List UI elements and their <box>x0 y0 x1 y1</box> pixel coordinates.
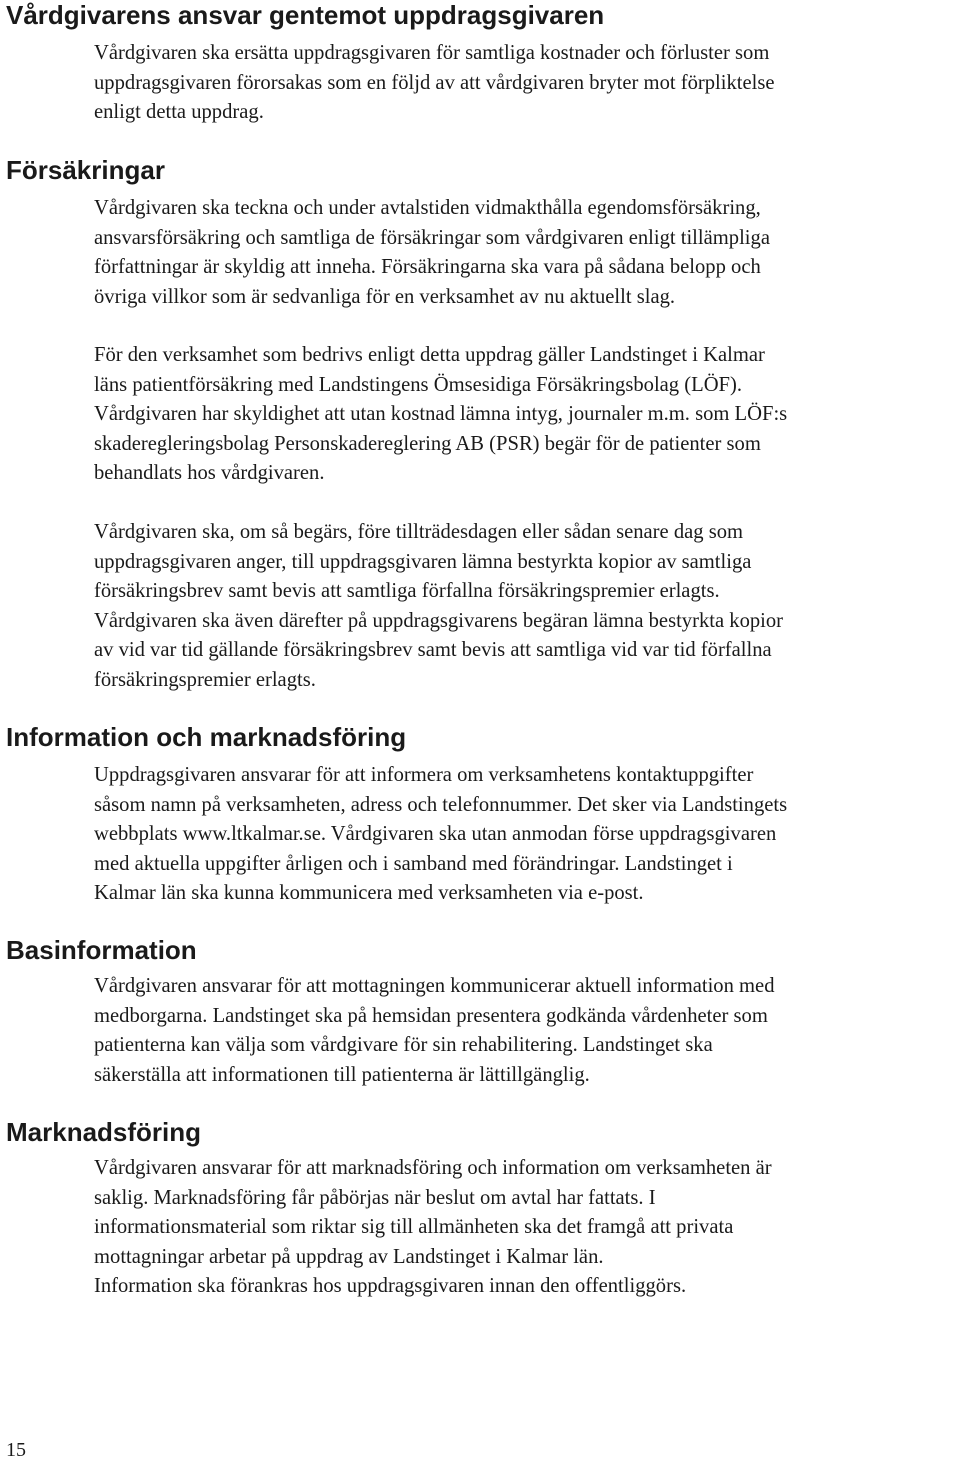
section-heading-basinformation: Basinformation <box>6 935 197 965</box>
text-line: skaderegleringsbolag Personskadereglering AB (PSR) begär för de patienter som <box>94 432 761 455</box>
text-line: webbplats www.ltkalmar.se. Vårdgivaren ska utan anmodan förse uppdragsgivaren <box>94 823 777 846</box>
text-line: För den verksamhet som bedrivs enligt detta uppdrag gäller Landstinget i Kalmar <box>94 344 765 366</box>
text-line: Vårdgivaren ska ersätta uppdragsgivaren för samtliga kostnader och förluster som <box>94 42 770 64</box>
paragraph-forsakringar-3 <box>94 518 954 696</box>
text-line: mottagningar arbetar på uppdrag av Landstinget i Kalmar län. <box>94 1245 604 1268</box>
text-line: försäkringspremier erlagts. <box>94 668 316 691</box>
text-line: Information ska förankras hos uppdragsgivaren innan den offentliggörs. <box>94 1275 687 1298</box>
paragraph-forsakringar-1 <box>94 194 954 312</box>
text-line: försäkringsbrev samt bevis att samtliga förfallna försäkringspremier erlagts. <box>94 580 720 603</box>
text-line: Uppdragsgivaren ansvarar för att informera om verksamhetens kontaktuppgifter <box>94 764 754 786</box>
section-heading-information-och-marknadsforing: Information och marknadsföring <box>6 722 407 752</box>
paragraph-forsakringar-2 <box>94 341 954 489</box>
text-line: patienterna kan välja som vårdgivare för sin rehabilitering. Landstinget ska <box>94 1034 713 1057</box>
text-line: av vid var tid gällande försäkringsbrev samt bevis att samtliga vid var tid förfallna <box>94 639 772 662</box>
text-line: med aktuella uppgifter årligen och i samband med förändringar. Landstinget i <box>94 852 733 875</box>
text-line: saklig. Marknadsföring får påbörjas när beslut om avtal har fattats. I <box>94 1186 656 1209</box>
text-line: uppdragsgivaren anger, till uppdragsgivaren lämna bestyrkta kopior av samtliga <box>94 550 752 573</box>
section-heading-marknadsforing: Marknadsföring <box>6 1117 202 1147</box>
text-line: informationsmaterial som riktar sig till allmänheten ska det framgå att privata <box>94 1216 734 1239</box>
section-heading-forsakringar: Försäkringar <box>6 155 165 185</box>
text-line: behandlats hos vårdgivaren. <box>94 462 325 485</box>
page-number: 15 <box>6 1439 26 1461</box>
paragraph-marknadsforing <box>94 1154 954 1302</box>
text-line: enligt detta uppdrag. <box>94 101 264 124</box>
text-line: Vårdgivaren ska teckna och under avtalstiden vidmakthålla egendomsförsäkring, <box>94 197 761 219</box>
text-line: medborgarna. Landstinget ska på hemsidan presentera godkända vårdenheter som <box>94 1004 768 1027</box>
text-line: Kalmar län ska kunna kommunicera med verksamheten via e-post. <box>94 882 644 905</box>
text-line: Vårdgivaren ansvarar för att mottagningen kommunicerar aktuell information med <box>94 975 775 997</box>
paragraph-ansvar <box>94 39 954 128</box>
paragraph-information <box>94 761 954 909</box>
text-line: Vårdgivaren ska även därefter på uppdragsgivarens begäran lämna bestyrkta kopior <box>94 609 784 632</box>
paragraph-basinformation <box>94 972 954 1090</box>
text-line: ansvarsförsäkring och samtliga de försäkringar som vårdgivaren enligt tillämpliga <box>94 226 770 249</box>
text-line: säkerställa att informationen till patienterna är lättillgänglig. <box>94 1063 590 1086</box>
text-line: läns patientförsäkring med Landstingens Ömsesidiga Försäkringsbolag (LÖF). <box>94 373 743 396</box>
text-line: författningar är skyldig att inneha. Försäkringarna ska vara på sådana belopp och <box>94 256 761 279</box>
text-line: Vårdgivaren ska, om så begärs, före tillträdesdagen eller sådan senare dag som <box>94 521 744 543</box>
text-line: övriga villkor som är sedvanliga för en verksamhet av nu aktuellt slag. <box>94 285 676 308</box>
text-line: såsom namn på verksamheten, adress och telefonnummer. Det sker via Landstingets <box>94 793 788 816</box>
text-line: Vårdgivaren har skyldighet att utan kostnad lämna intyg, journaler m.m. som LÖF:s <box>94 403 788 426</box>
text-line: uppdragsgivaren förorsakas som en följd av att vårdgivaren bryter mot förpliktelse <box>94 71 775 94</box>
section-heading-vardgivarens-ansvar: Vårdgivarens ansvar gentemot uppdragsgivaren <box>6 0 605 30</box>
text-line: Vårdgivaren ansvarar för att marknadsföring och information om verksamheten är <box>94 1157 772 1179</box>
